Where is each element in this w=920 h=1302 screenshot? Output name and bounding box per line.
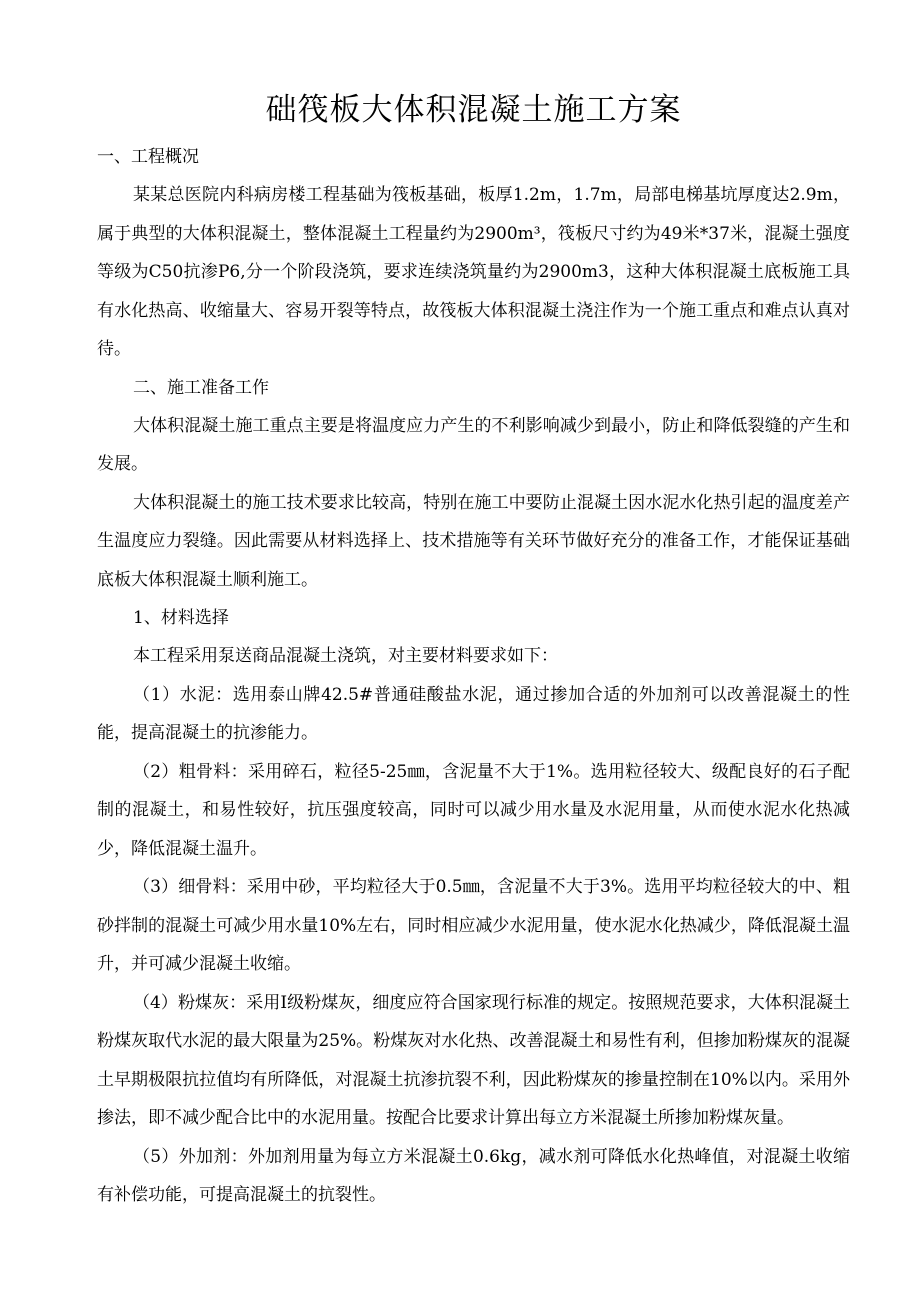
section-heading-overview: 一、工程概况 — [97, 147, 199, 167]
document-title: 础筏板大体积混凝土施工方案 — [265, 92, 682, 128]
section-heading-preparation: 二、施工准备工作 — [133, 377, 269, 398]
material-item-fly-ash: （4）粉煤灰：采用Ⅰ级粉煤灰，细度应符合国家现行标准的规定。按照规范要求，大体积混凝土粉煤灰取代水泥的最大限量为25%。粉煤灰对水化热、改善混凝土和易性有利，但掺加粉煤灰的混凝土早期极限抗拉值均有所降低，对混凝土抗渗抗裂不利，因此粉煤灰的掺量控制在10%以内。采用外掺法，即不减少配合比中的水泥用量。按配合比要求计算出每立方米混凝土所掺加粉煤灰量。 — [97, 992, 850, 1128]
material-item-cement: （1）水泥：选用泰山牌42.5#普通硅酸盐水泥，通过掺加合适的外加剂可以改善混凝土的性能，提高混凝土的抗渗能力。 — [97, 684, 850, 743]
section-preparation — [97, 369, 850, 600]
material-item-fine-aggregate: （3）细骨料：采用中砂，平均粒径大于0.5㎜，含泥量不大于3%。选用平均粒径较大的中、粗砂拌制的混凝土可减少用水量10%左右，同时相应减少水泥用量，使水泥水化热减少，降低混凝土温升，并可减少混凝土收缩。 — [97, 877, 850, 974]
overview-paragraph: 某某总医院内科病房楼工程基础为筏板基础，板厚1.2m，1.7m，局部电梯基坑厚度达2.9m，属于典型的大体积混凝土，整体混凝土工程量约为2900m³，筏板尺寸约为49米*37米，混凝土强度等级为C50抗渗P6,分一个阶段浇筑，要求连续浇筑量约为2900m3，这种大体积混凝土底板施工具有水化热高、收缩量大、容易开裂等特点，故筏板大体积混凝土浇注作为一个施工重点和难点认真对待。 — [97, 185, 850, 359]
materials-intro: 本工程采用泵送商品混凝土浇筑，对主要材料要求如下： — [133, 646, 558, 666]
material-item-coarse-aggregate: （2）粗骨料：采用碎石，粒径5-25㎜，含泥量不大于1%。选用粒径较大、级配良好的石子配制的混凝土，和易性较好，抗压强度较高，同时可以减少用水量及水泥用量，从而使水泥水化热减少，降低混凝土温升。 — [97, 761, 850, 859]
material-item-admixture: （5）外加剂：外加剂用量为每立方米混凝土0.6kg，减水剂可降低水化热峰值，对混凝土收缩有补偿功能，可提高混凝土的抗裂性。 — [97, 1146, 850, 1205]
section-project-overview — [97, 138, 850, 369]
subsection-material-selection — [97, 599, 850, 1215]
preparation-paragraph-1: 大体积混凝土施工重点主要是将温度应力产生的不利影响减少到最小，防止和降低裂缝的产生和发展。 — [97, 415, 850, 474]
preparation-paragraph-2: 大体积混凝土的施工技术要求比较高，特别在施工中要防止混凝土因水泥水化热引起的温度差产生温度应力裂缝。因此需要从材料选择上、技术措施等有关环节做好充分的准备工作，才能保证基础底板大体积混凝土顺利施工。 — [97, 492, 850, 590]
subsection-heading-materials: 1、材料选择 — [133, 608, 229, 628]
